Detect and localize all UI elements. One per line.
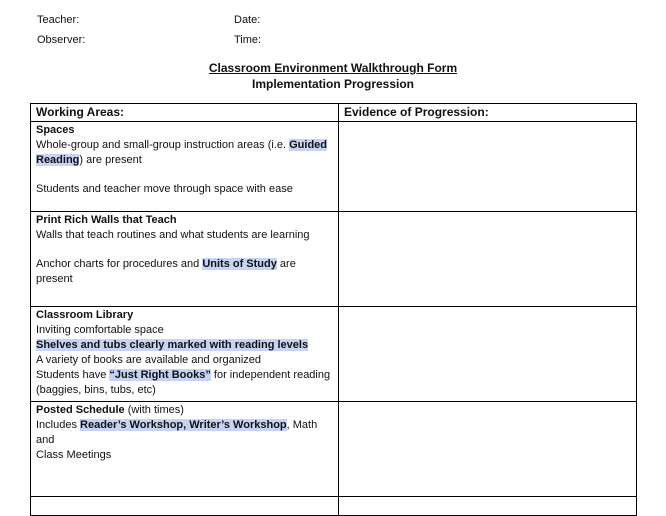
library-line-4-end: for independent reading xyxy=(210,369,331,381)
evidence-header: Evidence of Progression: xyxy=(339,104,637,122)
schedule-line-2: Class Meetings xyxy=(36,449,112,461)
form-title: Classroom Environment Walkthrough Form xyxy=(208,61,458,75)
reading-highlight: Reading xyxy=(36,154,80,166)
walls-heading: Print Rich Walls that Teach xyxy=(36,214,177,226)
table-header-row xyxy=(31,104,637,122)
observer-label: Observer: xyxy=(37,34,86,46)
form-subtitle: Implementation Progression xyxy=(251,77,415,91)
schedule-line-1 xyxy=(36,418,333,448)
walkthrough-table xyxy=(30,103,637,516)
library-line-5: (baggies, bins, tubs, etc) xyxy=(36,384,156,396)
walls-line-2-end: are xyxy=(276,258,296,270)
schedule-heading: Posted Schedule xyxy=(36,404,125,416)
table-row-next xyxy=(31,497,637,516)
library-line-3: A variety of books are available and organized xyxy=(36,354,262,366)
date-label: Date: xyxy=(234,14,261,26)
walls-line-2 xyxy=(36,257,333,272)
schedule-evidence-cell[interactable] xyxy=(339,402,637,497)
table-row-schedule xyxy=(31,402,637,497)
workshop-highlight: Reader’s Workshop, Writer’s Workshop xyxy=(80,419,287,431)
schedule-line-1-text: Includes xyxy=(36,419,81,431)
schedule-line-1-end: , Math and xyxy=(36,419,318,446)
spaces-line-1-end: ) are present xyxy=(79,154,142,166)
schedule-heading-suffix: (with times) xyxy=(124,404,184,416)
spaces-line-1-cont xyxy=(36,153,333,168)
shelves-highlight: Shelves and tubs clearly marked with reading levels xyxy=(36,339,309,351)
walls-line-2-text: Anchor charts for procedures and xyxy=(36,258,203,270)
spaces-evidence-cell[interactable] xyxy=(339,122,637,212)
walls-evidence-cell[interactable] xyxy=(339,212,637,307)
walls-cell xyxy=(31,212,339,307)
walls-line-1: Walls that teach routines and what students are learning xyxy=(36,229,310,241)
library-line-4 xyxy=(36,368,333,383)
spaces-heading: Spaces xyxy=(36,124,75,136)
spaces-line-2: Students and teacher move through space with ease xyxy=(36,183,293,195)
just-right-books-highlight: “Just Right Books” xyxy=(109,369,211,381)
table-row-library xyxy=(31,307,637,402)
teacher-label: Teacher: xyxy=(37,14,80,26)
schedule-cell xyxy=(31,402,339,497)
library-line-1: Inviting comfortable space xyxy=(36,324,164,336)
next-evidence-cell[interactable] xyxy=(339,497,637,516)
table-row-spaces xyxy=(31,122,637,212)
next-area-cell xyxy=(31,497,339,516)
library-heading: Classroom Library xyxy=(36,309,134,321)
spaces-cell xyxy=(31,122,339,212)
working-areas-header: Working Areas: xyxy=(31,104,339,122)
schedule-heading-line xyxy=(36,403,333,418)
guided-highlight: Guided xyxy=(289,139,328,151)
library-cell xyxy=(31,307,339,402)
library-evidence-cell[interactable] xyxy=(339,307,637,402)
library-line-2 xyxy=(36,338,333,353)
time-label: Time: xyxy=(234,34,262,46)
library-line-4-text: Students have xyxy=(36,369,110,381)
table-row-walls xyxy=(31,212,637,307)
spaces-line-1-text: Whole-group and small-group instruction areas (i.e. xyxy=(36,139,290,151)
spaces-line-1 xyxy=(36,138,333,153)
units-of-study-highlight: Units of Study xyxy=(202,258,277,270)
walls-line-3: present xyxy=(36,273,73,285)
